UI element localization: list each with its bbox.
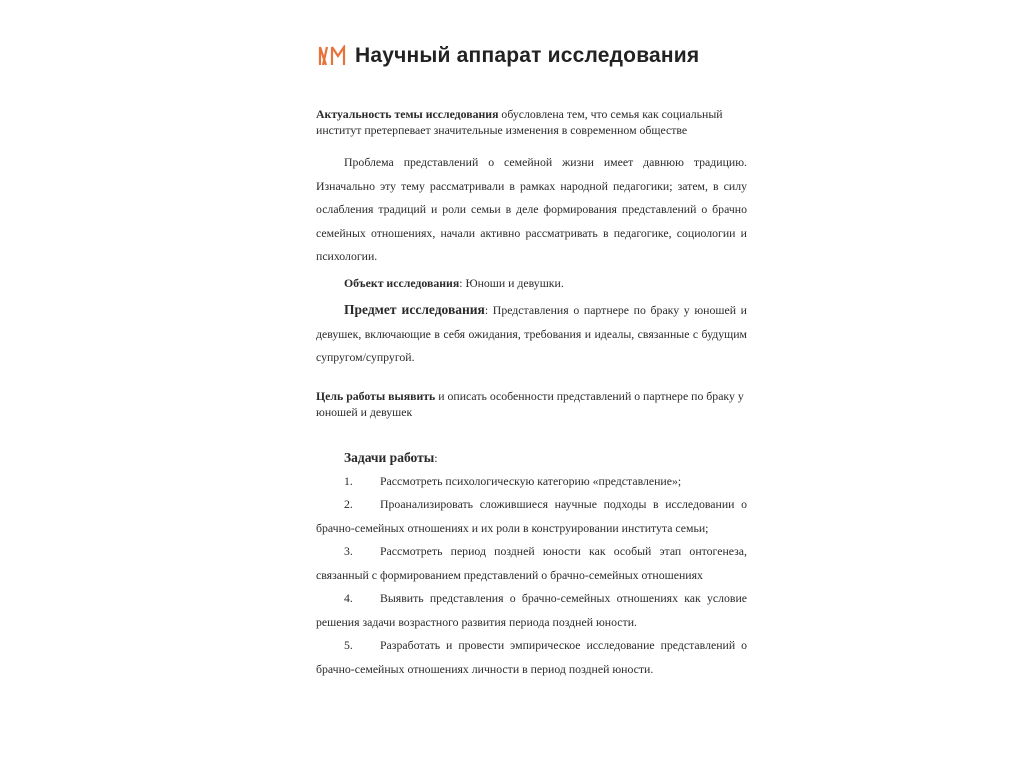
task-number: 3. (344, 544, 353, 558)
tasks-heading-colon: : (434, 450, 438, 465)
problem-paragraph: Проблема представлений о семейной жизни имеет давнюю традицию. Изначально эту тему рассматривали в рамках народной педагогики; затем, в силу ослабления традиций и роли семьи в деле формирования представлений о брачно семейных отношениях, начали активно рассматривать в педагогике, социологии и психологии. (316, 155, 747, 263)
task-item-1 (316, 470, 747, 494)
tasks-heading-label: Задачи работы (344, 449, 435, 465)
relevance-paragraph (316, 106, 747, 138)
task-text: Проанализировать сложившиеся научные подходы в исследовании о брачно-семейных отношениях и их роли в конструировании института семьи; (316, 497, 747, 535)
task-text: Разработать и провести эмпирическое исследование представлений о брачно-семейных отношениях личности в период поздней юности. (316, 638, 747, 676)
goal-text: и описать особенности представлений о партнере по браку у юношей и девушек (316, 388, 744, 419)
goal-paragraph (316, 388, 747, 420)
task-number: 1. (344, 473, 353, 488)
task-item-3 (316, 540, 747, 587)
object-text: : Юноши и девушки. (459, 275, 564, 290)
task-number: 4. (344, 591, 353, 605)
relevance-text: обусловлена тем, что семья как социальный институт претерпевает значительные изменения в современном обществе (316, 107, 723, 137)
task-number: 2. (344, 497, 353, 511)
subject-paragraph (316, 298, 747, 370)
object-label: Объект исследования (344, 275, 460, 290)
goal-label: Цель работы выявить (316, 388, 436, 403)
subject-label: Предмет исследования (344, 302, 485, 317)
title-row (317, 44, 699, 68)
page-title: Научный аппарат исследования (355, 44, 700, 67)
task-item-5 (316, 634, 747, 681)
task-text: Рассмотреть психологическую категорию «представление»; (380, 473, 682, 488)
task-item-4 (316, 587, 747, 634)
task-text: Рассмотреть период поздней юности как особый этап онтогенеза, связанный с формированием представлений о брачно-семейных отношениях (316, 544, 747, 582)
tasks-heading (344, 446, 747, 470)
relevance-label: Актуальность темы исследования (316, 107, 499, 121)
task-number: 5. (344, 638, 353, 652)
object-paragraph (316, 272, 747, 296)
task-item-2 (316, 493, 747, 540)
subject-text: : Представления о партнере по браку у юношей и девушек, включающие в себя ожидания, требования и идеалы, связанные с будущим супругом/супругой. (316, 303, 747, 364)
orange-logo-icon (317, 45, 347, 67)
content-body (316, 106, 747, 681)
task-text: Выявить представления о брачно-семейных отношениях как условие решения задачи возрастного развития периода поздней юности. (316, 591, 747, 629)
